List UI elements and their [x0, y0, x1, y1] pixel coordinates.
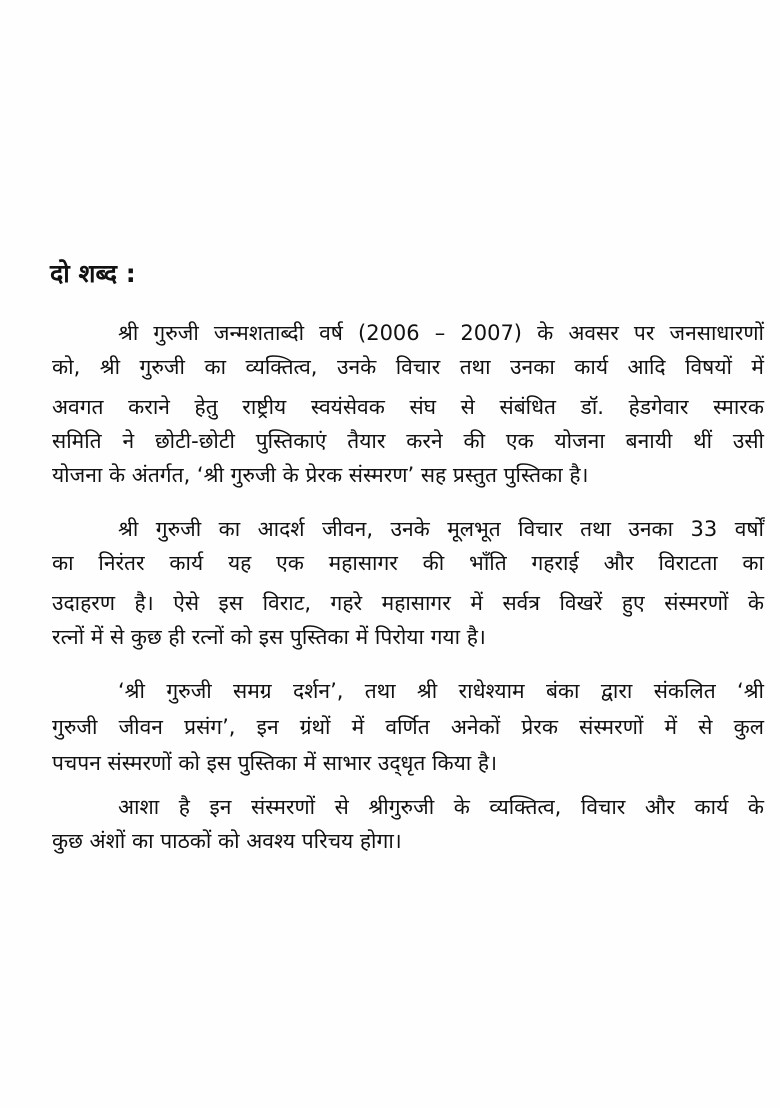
- paragraph-1-line-5: योजना के अंतर्गत, ‘श्री गुरुजी के प्रेरक संस्मरण’ सह प्रस्तुत पुस्तिका है।: [52, 463, 589, 487]
- paragraph-1-line-1: श्री गुरुजी जन्मशताब्दी वर्ष (2006 – 2007) के अवसर पर जनसाधारणों: [118, 321, 764, 345]
- paragraph-2-line-3: उदाहरण है। ऐसे इस विराट, गहरे महासागर में सर्वत्र विखरें हुए संस्मरणों के: [52, 591, 764, 615]
- paragraph-3-line-3: पचपन संस्मरणों को इस पुस्तिका में साभार उद्‌धृत किया है।: [52, 751, 498, 775]
- paragraph-4-line-2: कुछ अंशों का पाठकों को अवश्य परिचय होगा।: [52, 829, 402, 853]
- page-heading: दो शब्द :: [50, 259, 136, 288]
- paragraph-1-line-3: अवगत कराने हेतु राष्ट्रीय स्वयंसेवक संघ से संबंधित डॉ. हेडगेवार स्मारक: [52, 395, 764, 419]
- paragraph-3-line-2: गुरुजी जीवन प्रसंग’, इन ग्रंथों में वर्णित अनेकों प्रेरक संस्मरणों में से कुल: [52, 715, 764, 739]
- paragraph-2-line-4: रत्नों में से कुछ ही रत्नों को इस पुस्तिका में पिरोया गया है।: [52, 625, 486, 649]
- paragraph-1-line-2: को, श्री गुरुजी का व्यक्तित्व, उनके विचार तथा उनका कार्य आदि विषयों में: [52, 355, 764, 379]
- paragraph-1-line-4: समिति ने छोटी-छोटी पुस्तिकाएं तैयार करने की एक योजना बनायी थीं उसी: [52, 429, 764, 453]
- paragraph-4-line-1: आशा है इन संस्मरणों से श्रीगुरुजी के व्यक्तित्व, विचार और कार्य के: [118, 795, 764, 819]
- paragraph-3-line-1: ‘श्री गुरुजी समग्र दर्शन’, तथा श्री राधेश्याम बंका द्वारा संकलित ‘श्री: [118, 679, 764, 703]
- paragraph-2-line-1: श्री गुरुजी का आदर्श जीवन, उनके मूलभूत विचार तथा उनका 33 वर्षों: [118, 517, 764, 541]
- paragraph-2-line-2: का निरंतर कार्य यह एक महासागर की भाँति गहराई और विराटता का: [52, 551, 764, 575]
